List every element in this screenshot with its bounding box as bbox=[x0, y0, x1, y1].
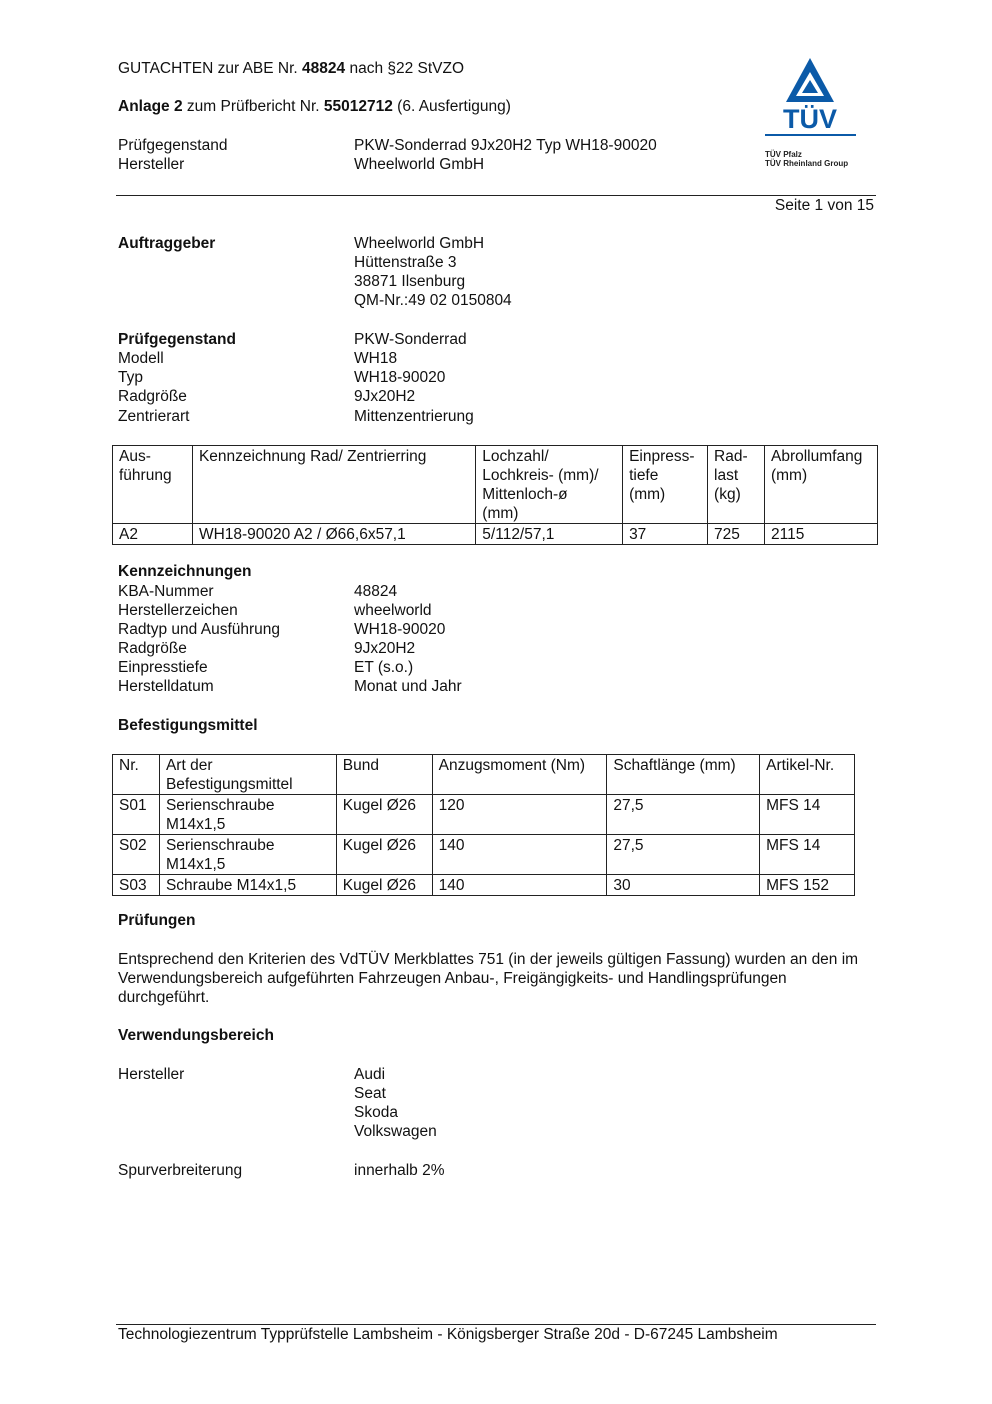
table-cell: 30 bbox=[607, 875, 760, 896]
table-cell: MFS 14 bbox=[760, 835, 855, 875]
pruefungen-text: Entsprechend den Kriterien des VdTÜV Merkblattes 751 (in der jeweils gültigen Fassung) wurden an den im Verwendungsbereich aufgeführten Fahrzeugen Anbau-, Freigängigkeits- und Handlingsprüfungen durchgeführt. bbox=[118, 951, 859, 1006]
header-divider bbox=[116, 195, 876, 196]
auftraggeber-line: QM-Nr.:49 02 0150804 bbox=[354, 292, 512, 309]
zentrierart-label: Zentrierart bbox=[118, 408, 190, 425]
tuv-logo-caption bbox=[765, 150, 848, 168]
befestigung-table-header: Art der Befestigungsmittel bbox=[159, 755, 336, 795]
table-cell: Kugel Ø26 bbox=[336, 875, 432, 896]
wheel-table-header: Lochzahl/ Lochkreis- (mm)/ Mittenloch-ø (mm) bbox=[476, 446, 623, 524]
herstelldatum-label: Herstelldatum bbox=[118, 678, 214, 695]
abe-number: 48824 bbox=[302, 60, 346, 77]
header-pruefgegenstand-value: PKW-Sonderrad 9Jx20H2 Typ WH18-90020 bbox=[354, 137, 657, 154]
verwendung-hersteller-label: Hersteller bbox=[118, 1066, 185, 1083]
table-cell: Kugel Ø26 bbox=[336, 835, 432, 875]
wheel-table-header-row bbox=[113, 446, 878, 524]
befestigung-table-header-row bbox=[113, 755, 855, 795]
table-cell: 2115 bbox=[764, 524, 877, 545]
befestigung-table-header: Anzugsmoment (Nm) bbox=[432, 755, 607, 795]
typ-value: WH18-90020 bbox=[354, 369, 446, 386]
befestigung-table-header: Nr. bbox=[113, 755, 160, 795]
list-item: Volkswagen bbox=[354, 1123, 437, 1140]
radtyp-value: WH18-90020 bbox=[354, 621, 446, 638]
einpresstiefe-value: ET (s.o.) bbox=[354, 659, 414, 676]
verwendung-heading: Verwendungsbereich bbox=[118, 1027, 274, 1044]
auftraggeber-heading: Auftraggeber bbox=[118, 235, 216, 252]
table-cell: 140 bbox=[432, 875, 607, 896]
pruefgegenstand-value: PKW-Sonderrad bbox=[354, 331, 467, 348]
table-cell: 37 bbox=[623, 524, 708, 545]
table-cell: S01 bbox=[113, 795, 160, 835]
list-item: Skoda bbox=[354, 1104, 398, 1121]
table-cell: Kugel Ø26 bbox=[336, 795, 432, 835]
tuv-logo bbox=[760, 56, 860, 146]
tuv-logo-line1: TÜV Pfalz bbox=[765, 150, 802, 159]
herstellerzeichen-value: wheelworld bbox=[354, 602, 432, 619]
page-info: Seite 1 von 15 bbox=[774, 197, 874, 214]
auftraggeber-line: 38871 Ilsenburg bbox=[354, 273, 466, 290]
wheel-table-header: Rad- last (kg) bbox=[708, 446, 765, 524]
table-cell: Schraube M14x1,5 bbox=[159, 875, 336, 896]
einpresstiefe-label: Einpresstiefe bbox=[118, 659, 208, 676]
header-hersteller-value: Wheelworld GmbH bbox=[354, 156, 485, 173]
tuv-logo-line2: TÜV Rheinland Group bbox=[765, 159, 849, 168]
table-row bbox=[113, 835, 855, 875]
herstellerzeichen-label: Herstellerzeichen bbox=[118, 602, 238, 619]
radgroesse-label: Radgröße bbox=[118, 388, 187, 405]
wheel-table bbox=[112, 445, 878, 545]
table-cell: S02 bbox=[113, 835, 160, 875]
table-cell: 27,5 bbox=[607, 835, 760, 875]
kba-value: 48824 bbox=[354, 583, 398, 600]
table-cell: Serienschraube M14x1,5 bbox=[159, 835, 336, 875]
spur-value: innerhalb 2% bbox=[354, 1162, 445, 1179]
pruefgegenstand-heading: Prüfgegenstand bbox=[118, 331, 236, 348]
gutachten-title bbox=[118, 59, 464, 78]
footer-text: Technologiezentrum Typprüfstelle Lambsheim - Königsberger Straße 20d - D-67245 Lambsheim bbox=[118, 1326, 778, 1343]
herstelldatum-value: Monat und Jahr bbox=[354, 678, 462, 695]
table-cell: Serienschraube M14x1,5 bbox=[159, 795, 336, 835]
verwendung-hersteller-list bbox=[354, 1065, 437, 1141]
auftraggeber-address bbox=[354, 234, 512, 310]
list-item: Audi bbox=[354, 1066, 386, 1083]
table-cell: MFS 152 bbox=[760, 875, 855, 896]
anlage-label: Anlage 2 bbox=[118, 98, 183, 115]
tuv-logo-text: TÜV bbox=[783, 104, 837, 134]
header-pruefgegenstand-label: Prüfgegenstand bbox=[118, 137, 228, 154]
anlage-title bbox=[118, 97, 511, 116]
table-row bbox=[113, 875, 855, 896]
befestigung-table bbox=[112, 754, 855, 896]
wheel-table-header: Einpress- tiefe (mm) bbox=[623, 446, 708, 524]
modell-value: WH18 bbox=[354, 350, 398, 367]
wheel-table-header: Kennzeichnung Rad/ Zentrierring bbox=[192, 446, 475, 524]
anlage-suffix: (6. Ausfertigung) bbox=[397, 98, 511, 115]
tuv-triangle-icon bbox=[786, 58, 834, 102]
header-hersteller-label: Hersteller bbox=[118, 156, 185, 173]
list-item: Seat bbox=[354, 1085, 386, 1102]
befestigung-table-header: Schaftlänge (mm) bbox=[607, 755, 760, 795]
report-number: 55012712 bbox=[323, 98, 393, 115]
spur-label: Spurverbreiterung bbox=[118, 1162, 243, 1179]
gutachten-prefix: GUTACHTEN zur ABE Nr. bbox=[118, 60, 298, 77]
kennzeichnungen-heading: Kennzeichnungen bbox=[118, 563, 252, 580]
table-cell: 725 bbox=[708, 524, 765, 545]
befestigung-heading: Befestigungsmittel bbox=[118, 717, 258, 734]
befestigung-table-header: Artikel-Nr. bbox=[760, 755, 855, 795]
radtyp-label: Radtyp und Ausführung bbox=[118, 621, 281, 638]
pruefungen-heading: Prüfungen bbox=[118, 912, 196, 929]
wheel-table-header: Aus- führung bbox=[113, 446, 193, 524]
zentrierart-value: Mittenzentrierung bbox=[354, 408, 474, 425]
anlage-middle: zum Prüfbericht Nr. bbox=[186, 98, 320, 115]
table-cell: 27,5 bbox=[607, 795, 760, 835]
wheel-table-header: Abrollumfang (mm) bbox=[764, 446, 877, 524]
table-cell: A2 bbox=[113, 524, 193, 545]
kz-radgroesse-label: Radgröße bbox=[118, 640, 187, 657]
tuv-logo-rule bbox=[765, 134, 856, 136]
auftraggeber-line: Hüttenstraße 3 bbox=[354, 254, 457, 271]
table-cell: 5/112/57,1 bbox=[476, 524, 623, 545]
modell-label: Modell bbox=[118, 350, 164, 367]
kba-label: KBA-Nummer bbox=[118, 583, 214, 600]
table-cell: MFS 14 bbox=[760, 795, 855, 835]
table-row bbox=[113, 795, 855, 835]
typ-label: Typ bbox=[118, 369, 143, 386]
table-cell: 120 bbox=[432, 795, 607, 835]
auftraggeber-line: Wheelworld GmbH bbox=[354, 235, 485, 252]
gutachten-suffix: nach §22 StVZO bbox=[349, 60, 465, 77]
radgroesse-value: 9Jx20H2 bbox=[354, 388, 416, 405]
befestigung-table-header: Bund bbox=[336, 755, 432, 795]
table-cell: 140 bbox=[432, 835, 607, 875]
kz-radgroesse-value: 9Jx20H2 bbox=[354, 640, 416, 657]
table-cell: S03 bbox=[113, 875, 160, 896]
table-cell: WH18-90020 A2 / Ø66,6x57,1 bbox=[192, 524, 475, 545]
table-row bbox=[113, 524, 878, 545]
